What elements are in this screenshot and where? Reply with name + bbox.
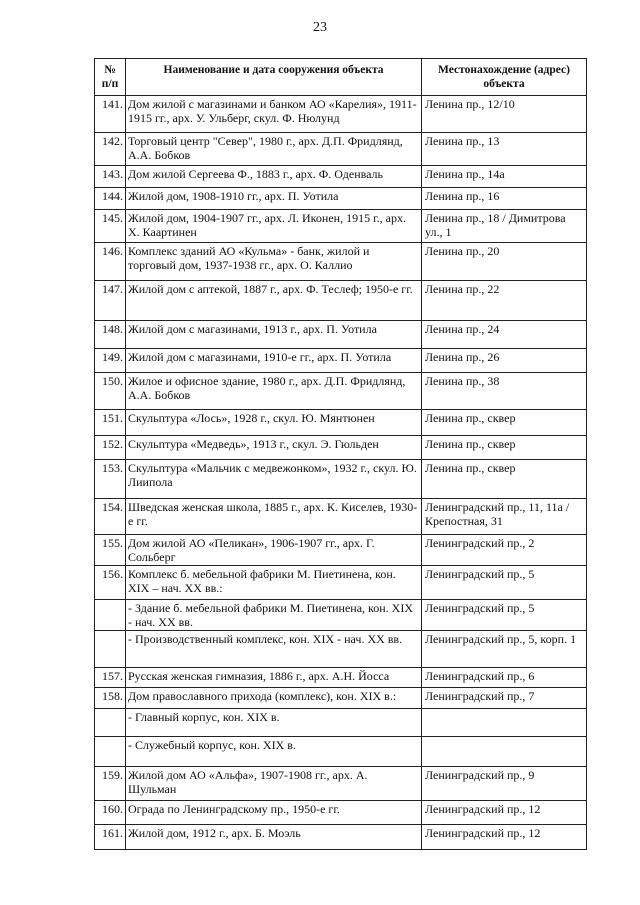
header-number: № п/п (95, 59, 126, 96)
row-number: 142. (95, 133, 126, 166)
table-row (95, 410, 587, 436)
object-address: Ленина пр., сквер (422, 410, 587, 436)
row-number: 148. (95, 321, 126, 349)
table-row (95, 535, 587, 566)
object-name: Жилой дом АО «Альфа», 1907-1908 гг., арх. А. Шульман (126, 767, 422, 801)
object-address: Ленинградский пр., 5 (422, 600, 587, 631)
object-name: Дом жилой АО «Пеликан», 1906-1907 гг., арх. Г. Сольберг (126, 535, 422, 566)
object-name: Шведская женская школа, 1885 г., арх. К. Киселев, 1930-е гг. (126, 499, 422, 535)
header-object-name: Наименование и дата сооружения объекта (126, 59, 422, 96)
row-number: 159. (95, 767, 126, 801)
table-row (95, 566, 587, 600)
table-row (95, 281, 587, 321)
row-number: 144. (95, 188, 126, 210)
row-number (95, 631, 126, 668)
row-number: 160. (95, 801, 126, 825)
object-name: Комплекс зданий АО «Кульма» - банк, жилой и торговый дом, 1937-1938 гг., арх. О. Каллио (126, 243, 422, 281)
object-address: Ленина пр., 13 (422, 133, 587, 166)
object-address: Ленина пр., 26 (422, 349, 587, 373)
table-row (95, 767, 587, 801)
table-row (95, 668, 587, 688)
object-address: Ленинградский пр., 7 (422, 688, 587, 709)
object-name: Дом жилой Сергеева Ф., 1883 г., арх. Ф. Оденваль (126, 166, 422, 188)
table-body (95, 96, 587, 850)
row-number (95, 709, 126, 737)
row-number (95, 600, 126, 631)
row-number (95, 737, 126, 767)
object-name: Скульптура «Лось», 1928 г., скул. Ю. Мянтюнен (126, 410, 422, 436)
table-row (95, 373, 587, 410)
table-row (95, 243, 587, 281)
object-name: Ограда по Ленинградскому пр., 1950-е гг. (126, 801, 422, 825)
object-name: - Главный корпус, кон. XIX в. (126, 709, 422, 737)
row-number: 146. (95, 243, 126, 281)
table-row (95, 436, 587, 460)
header-address: Местонахождение (адрес) объекта (422, 59, 587, 96)
object-address: Ленина пр., 12/10 (422, 96, 587, 133)
object-address: Ленина пр., 18 / Димитрова ул., 1 (422, 210, 587, 243)
row-number: 145. (95, 210, 126, 243)
row-number: 156. (95, 566, 126, 600)
row-number: 161. (95, 825, 126, 850)
heritage-objects-table (94, 58, 587, 850)
table-row (95, 210, 587, 243)
object-name: Жилое и офисное здание, 1980 г., арх. Д.П. Фридлянд, А.А. Бобков (126, 373, 422, 410)
object-address: Ленинградский пр., 5, корп. 1 (422, 631, 587, 668)
object-name: Дом жилой с магазинами и банком АО «Карелия», 1911-1915 гг., арх. У. Ульберг, скул. Ф. Нюлунд (126, 96, 422, 133)
row-number: 150. (95, 373, 126, 410)
object-address: Ленина пр., сквер (422, 436, 587, 460)
object-name: Скульптура «Мальчик с медвежонком», 1932 г., скул. Ю. Лиипола (126, 460, 422, 499)
object-name: Русская женская гимназия, 1886 г., арх. А.Н. Йосса (126, 668, 422, 688)
object-address: Ленина пр., 20 (422, 243, 587, 281)
object-address: Ленина пр., 38 (422, 373, 587, 410)
table-row (95, 499, 587, 535)
table-row (95, 825, 587, 850)
object-name: - Здание б. мебельной фабрики М. Пиетинена, кон. XIX - нач. XX вв. (126, 600, 422, 631)
table-row (95, 349, 587, 373)
table-header-row (95, 59, 587, 96)
object-name: Жилой дом с аптекой, 1887 г., арх. Ф. Теслеф; 1950-е гг. (126, 281, 422, 321)
table-row (95, 166, 587, 188)
row-number: 153. (95, 460, 126, 499)
table-row (95, 688, 587, 709)
object-address: Ленинградский пр., 12 (422, 801, 587, 825)
row-number: 149. (95, 349, 126, 373)
row-number: 152. (95, 436, 126, 460)
table-row (95, 133, 587, 166)
object-name: Жилой дом с магазинами, 1913 г., арх. П. Уотила (126, 321, 422, 349)
object-address (422, 709, 587, 737)
object-address: Ленина пр., 22 (422, 281, 587, 321)
object-address (422, 737, 587, 767)
table-row (95, 709, 587, 737)
object-address: Ленина пр., сквер (422, 460, 587, 499)
object-name: - Служебный корпус, кон. XIX в. (126, 737, 422, 767)
object-name: Дом православного прихода (комплекс), кон. XIX в.: (126, 688, 422, 709)
row-number: 143. (95, 166, 126, 188)
object-address: Ленинградский пр., 12 (422, 825, 587, 850)
object-address: Ленинградский пр., 11, 11а / Крепостная, 31 (422, 499, 587, 535)
row-number: 158. (95, 688, 126, 709)
object-name: Жилой дом, 1908-1910 гг., арх. П. Уотила (126, 188, 422, 210)
object-name: Комплекс б. мебельной фабрики М. Пиетинена, кон. XIX – нач. XX вв.: (126, 566, 422, 600)
row-number: 155. (95, 535, 126, 566)
page-number: 23 (313, 20, 327, 35)
object-address: Ленинградский пр., 5 (422, 566, 587, 600)
row-number: 141. (95, 96, 126, 133)
row-number: 151. (95, 410, 126, 436)
table-row (95, 801, 587, 825)
object-address: Ленинградский пр., 2 (422, 535, 587, 566)
object-name: Торговый центр "Север", 1980 г., арх. Д.П. Фридлянд, А.А. Бобков (126, 133, 422, 166)
table-row (95, 600, 587, 631)
object-address: Ленина пр., 14а (422, 166, 587, 188)
object-name: Жилой дом, 1912 г., арх. Б. Моэль (126, 825, 422, 850)
row-number: 157. (95, 668, 126, 688)
object-address: Ленинградский пр., 6 (422, 668, 587, 688)
row-number: 154. (95, 499, 126, 535)
table-row (95, 188, 587, 210)
table-row (95, 737, 587, 767)
object-name: Скульптура «Медведь», 1913 г., скул. Э. Гюльден (126, 436, 422, 460)
table-row (95, 631, 587, 668)
object-address: Ленина пр., 24 (422, 321, 587, 349)
table-row (95, 460, 587, 499)
object-address: Ленина пр., 16 (422, 188, 587, 210)
table-row (95, 96, 587, 133)
object-name: - Производственный комплекс, кон. XIX - нач. XX вв. (126, 631, 422, 668)
table-row (95, 321, 587, 349)
object-name: Жилой дом, 1904-1907 гг., арх. Л. Иконен, 1915 г., арх. Х. Каартинен (126, 210, 422, 243)
object-name: Жилой дом с магазинами, 1910-е гг., арх. П. Уотила (126, 349, 422, 373)
object-address: Ленинградский пр., 9 (422, 767, 587, 801)
row-number: 147. (95, 281, 126, 321)
